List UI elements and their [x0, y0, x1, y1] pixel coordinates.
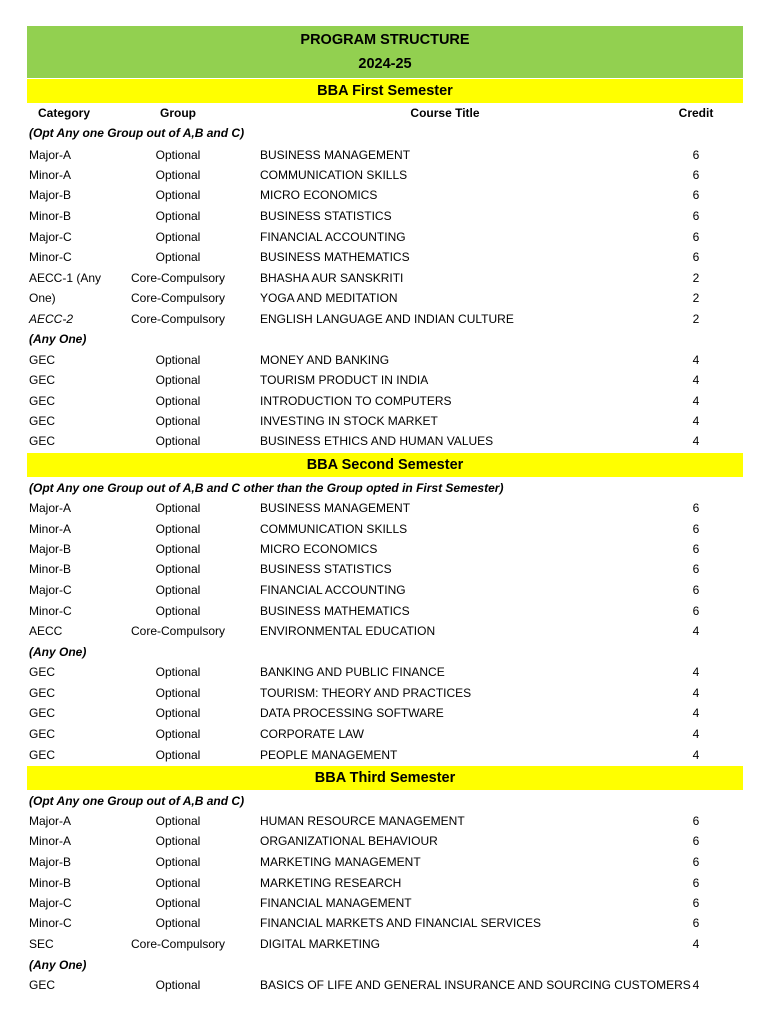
table-row: One) Core-Compulsory YOGA AND MEDITATION 2 — [29, 291, 700, 305]
semester-1-title: BBA First Semester — [27, 79, 743, 103]
table-row: Major-A Optional HUMAN RESOURCE MANAGEMENT 6 — [29, 814, 700, 828]
program-header — [27, 26, 743, 78]
semester-2-note: (Opt Any one Group out of A,B and C other than the Group opted in First Semester) — [29, 481, 504, 495]
semester-1-any-one: (Any One) — [29, 332, 87, 346]
semester-3-any-one: (Any One) — [29, 958, 87, 972]
table-row: Minor-A Optional COMMUNICATION SKILLS 6 — [29, 522, 700, 536]
table-row: GEC Optional BUSINESS ETHICS AND HUMAN VALUES 4 — [29, 434, 700, 448]
table-row: Major-B Optional MICRO ECONOMICS 6 — [29, 188, 700, 202]
table-row: Minor-C Optional BUSINESS MATHEMATICS 6 — [29, 250, 700, 264]
table-row: GEC Optional BASICS OF LIFE AND GENERAL INSURANCE AND SOURCING CUSTOMERS 4 — [29, 978, 700, 992]
table-row: Minor-B Optional MARKETING RESEARCH 6 — [29, 876, 700, 890]
table-row: Major-B Optional MICRO ECONOMICS 6 — [29, 542, 700, 556]
table-row: Major-B Optional MARKETING MANAGEMENT 6 — [29, 855, 700, 869]
table-row: GEC Optional INTRODUCTION TO COMPUTERS 4 — [29, 394, 700, 408]
column-course-title: Course Title — [410, 106, 480, 120]
table-row: SEC Core-Compulsory DIGITAL MARKETING 4 — [29, 937, 700, 951]
table-row: Major-C Optional FINANCIAL MANAGEMENT 6 — [29, 896, 700, 910]
table-row: GEC Optional DATA PROCESSING SOFTWARE 4 — [29, 706, 700, 720]
column-credit: Credit — [678, 106, 714, 120]
table-row: Minor-B Optional BUSINESS STATISTICS 6 — [29, 562, 700, 576]
table-row: Major-C Optional FINANCIAL ACCOUNTING 6 — [29, 583, 700, 597]
table-row: GEC Optional TOURISM: THEORY AND PRACTICES 4 — [29, 686, 700, 700]
table-row: AECC-2 Core-Compulsory ENGLISH LANGUAGE AND INDIAN CULTURE 2 — [29, 312, 700, 326]
semester-3-title: BBA Third Semester — [27, 766, 743, 790]
table-row: Major-A Optional BUSINESS MANAGEMENT 6 — [29, 148, 700, 162]
semester-2-title: BBA Second Semester — [27, 453, 743, 477]
table-row: AECC-1 (Any Core-Compulsory BHASHA AUR SANSKRITI 2 — [29, 271, 700, 285]
column-group: Group — [160, 106, 196, 120]
table-row: Minor-C Optional BUSINESS MATHEMATICS 6 — [29, 604, 700, 618]
table-row: Minor-A Optional COMMUNICATION SKILLS 6 — [29, 168, 700, 182]
program-title: PROGRAM STRUCTURE — [300, 32, 470, 48]
table-row: GEC Optional INVESTING IN STOCK MARKET 4 — [29, 414, 700, 428]
table-row: Major-A Optional BUSINESS MANAGEMENT 6 — [29, 501, 700, 515]
table-row: Minor-C Optional FINANCIAL MARKETS AND FINANCIAL SERVICES 6 — [29, 916, 700, 930]
semester-3-note: (Opt Any one Group out of A,B and C) — [29, 794, 245, 808]
column-header-row — [0, 103, 768, 123]
table-row: Major-C Optional FINANCIAL ACCOUNTING 6 — [29, 230, 700, 244]
table-row: Minor-B Optional BUSINESS STATISTICS 6 — [29, 209, 700, 223]
table-row: GEC Optional MONEY AND BANKING 4 — [29, 353, 700, 367]
column-category: Category — [37, 106, 90, 120]
table-row: GEC Optional BANKING AND PUBLIC FINANCE 4 — [29, 665, 700, 679]
table-row: AECC Core-Compulsory ENVIRONMENTAL EDUCATION 4 — [29, 624, 700, 638]
semester-2-any-one: (Any One) — [29, 645, 87, 659]
table-row: GEC Optional CORPORATE LAW 4 — [29, 727, 700, 741]
semester-1-note: (Opt Any one Group out of A,B and C) — [29, 126, 245, 140]
table-row: GEC Optional PEOPLE MANAGEMENT 4 — [29, 748, 700, 762]
table-row: GEC Optional TOURISM PRODUCT IN INDIA 4 — [29, 373, 700, 387]
table-row: Minor-A Optional ORGANIZATIONAL BEHAVIOUR 6 — [29, 834, 700, 848]
program-year: 2024-25 — [358, 56, 412, 72]
